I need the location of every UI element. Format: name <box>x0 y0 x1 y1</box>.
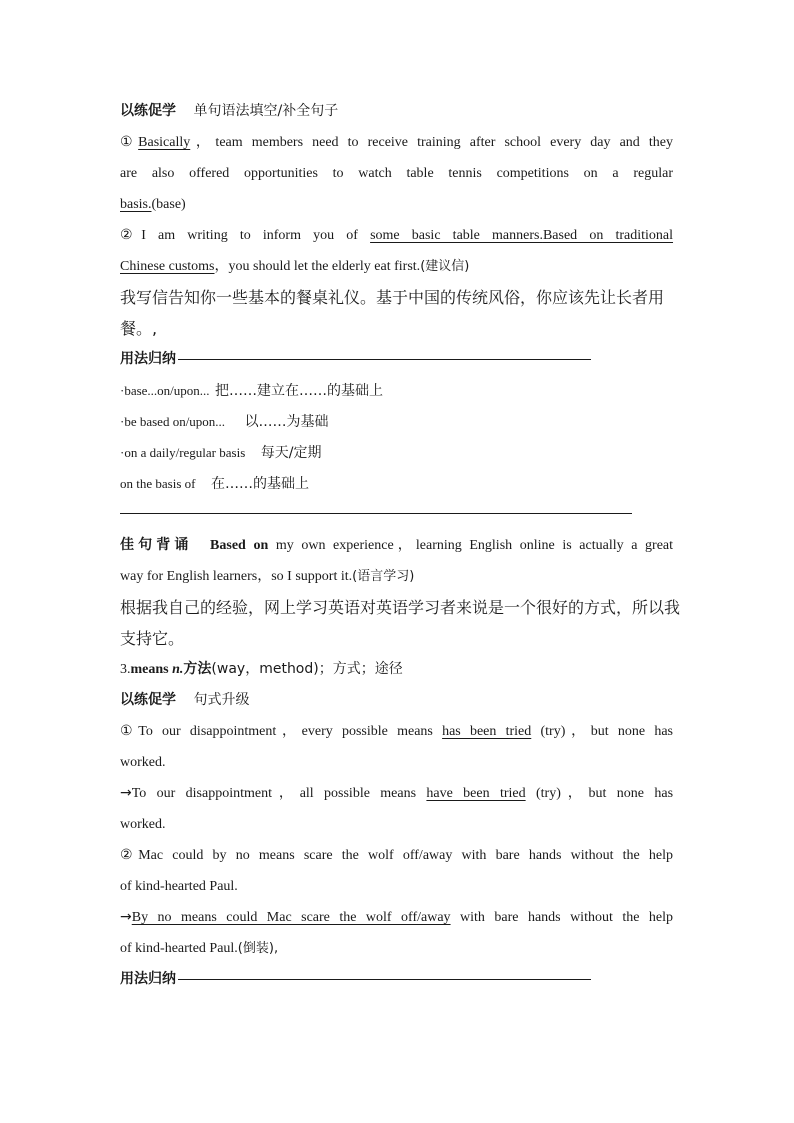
answer-basically: Basically <box>138 135 191 150</box>
exercise-text: of kind-hearted Paul. <box>120 941 238 956</box>
exercise-hint: (base) <box>151 197 186 212</box>
exercise-text: (try)，but none has <box>540 724 673 739</box>
exercise-2-line-1 <box>120 220 673 251</box>
sentence-text: my own experience，learning English online is actually a great <box>275 538 674 553</box>
sentence-tag: (语言学习) <box>352 569 415 584</box>
answer-basic-manners: some basic table manners. <box>370 228 543 243</box>
model-sentence-line-1 <box>120 530 673 561</box>
exercise-2-line-2 <box>120 251 673 282</box>
exercise-number: ① <box>120 135 139 150</box>
translation-line-1 <box>120 592 681 623</box>
headword: means <box>130 662 169 677</box>
usage-item <box>120 437 673 468</box>
exercise-tag: (倒装), <box>237 941 279 956</box>
heading-rule <box>178 359 591 360</box>
usage-en: on the basis of <box>120 476 196 491</box>
exercise-text: ，team members need to receive training after school every day and they <box>190 135 673 150</box>
usage-summary-heading <box>120 344 673 375</box>
word-number: 3. <box>120 662 131 677</box>
exercise-number: ② <box>120 848 139 863</box>
exercise-text: worked. <box>120 817 166 832</box>
word-gloss: (way，method)；方式；途径 <box>211 661 403 677</box>
exercise-1b-line-1 <box>120 778 673 809</box>
section-subtitle: 句式升级 <box>193 692 250 708</box>
usage-item <box>120 406 673 437</box>
model-sentence-line-2 <box>120 561 673 592</box>
translation-text: 支持它。 <box>120 629 185 648</box>
translation-line-2 <box>120 623 673 654</box>
usage-en: ·on a daily/regular basis <box>120 445 246 460</box>
translation-text: 我写信告知你一些基本的餐桌礼仪。基于中国的传统风俗，你应该先让长者用 <box>120 288 665 307</box>
arrow-icon: → <box>120 909 132 925</box>
answer-inversion: By no means could Mac scare the wolf off/away <box>131 910 451 925</box>
exercise-text: To our disappointment，every possible means <box>138 724 433 739</box>
answer-chinese-customs: Chinese customs <box>120 259 215 274</box>
heading-rule <box>178 979 591 980</box>
usage-en: ·base...on/upon... <box>120 383 210 398</box>
answer-has-been-tried: has been tried <box>442 724 532 739</box>
exercise-number: ① <box>120 724 139 739</box>
usage-cn: 把……建立在……的基础上 <box>215 383 384 399</box>
exercise-2b-line-1 <box>120 902 673 933</box>
section-subtitle: 单句语法填空/补全句子 <box>193 103 339 119</box>
usage-item <box>120 468 673 499</box>
section-divider <box>120 513 632 514</box>
exercise-text: (try)，but none has <box>535 786 674 801</box>
answer-basis: basis. <box>120 197 152 212</box>
exercise-text: ，you should let the elderly eat first. <box>214 259 421 274</box>
exercise-text: To our disappointment，all possible means <box>131 786 417 801</box>
arrow-icon: → <box>120 785 132 801</box>
translation-line-2 <box>120 313 673 344</box>
section-label: 以练促学 <box>120 692 176 708</box>
word-meaning: 方法 <box>183 661 212 677</box>
part-of-speech: n. <box>172 662 184 677</box>
translation-text: 餐。, <box>120 319 158 338</box>
section-label: 佳句背诵 <box>120 537 193 553</box>
translation-text: 根据我自己的经验，网上学习英语对英语学习者来说是一个很好的方式，所以我 <box>120 598 681 617</box>
answer-based-on: Based on traditional <box>542 228 674 243</box>
key-phrase: Based on <box>210 538 269 553</box>
section-heading-practice <box>120 685 673 716</box>
document-page <box>120 96 681 995</box>
answer-have-been-tried: have been tried <box>426 786 526 801</box>
exercise-2b-line-2 <box>120 933 673 964</box>
exercise-1-line-2 <box>120 747 673 778</box>
exercise-tag: (建议信) <box>420 259 470 274</box>
usage-label: 用法归纳 <box>120 971 176 987</box>
exercise-text: with bare hands without the help <box>460 910 673 925</box>
usage-cn: 每天/定期 <box>260 445 322 461</box>
exercise-2-line-2 <box>120 871 673 902</box>
exercise-1-line-3 <box>120 189 673 220</box>
exercise-1-line-2 <box>120 158 673 189</box>
exercise-text: Mac could by no means scare the wolf off/away with bare hands without the help <box>138 848 674 863</box>
word-entry-heading <box>120 654 673 685</box>
exercise-number: ② <box>120 228 142 243</box>
usage-summary-heading <box>120 964 673 995</box>
exercise-1-line-1 <box>120 127 673 158</box>
section-label: 以练促学 <box>120 103 176 119</box>
translation-line-1 <box>120 282 673 313</box>
exercise-1-line-1 <box>120 716 673 747</box>
usage-item <box>120 375 673 406</box>
usage-cn: 以……为基础 <box>244 414 329 430</box>
exercise-text: of kind-hearted Paul. <box>120 879 238 894</box>
exercise-1b-line-2 <box>120 809 673 840</box>
section-heading-practice <box>120 96 673 127</box>
exercise-text: worked. <box>120 755 166 770</box>
exercise-text: I am writing to inform you of <box>141 228 358 243</box>
exercise-text: are also offered opportunities to watch table tennis competitions on a regular <box>120 166 673 181</box>
usage-en: ·be based on/upon... <box>120 414 226 429</box>
exercise-2-line-1 <box>120 840 673 871</box>
usage-label: 用法归纳 <box>120 351 176 367</box>
sentence-text: way for English learners，so I support it. <box>120 569 353 584</box>
usage-cn: 在……的基础上 <box>210 476 309 492</box>
